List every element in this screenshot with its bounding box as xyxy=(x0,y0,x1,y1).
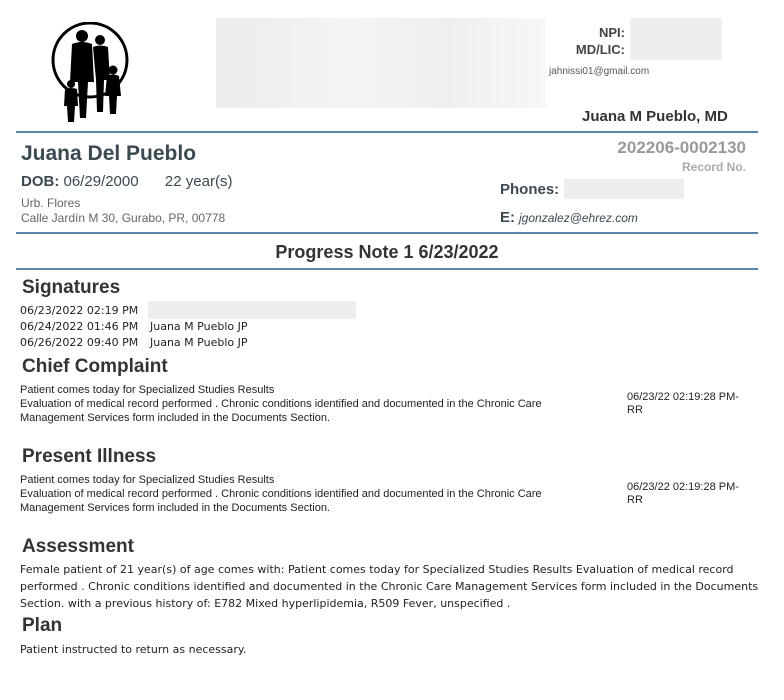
assessment-line: Female patient of 21 year(s) of age comes with: Patient comes today for Specialized Studies Results Evaluation of medical record xyxy=(20,563,734,576)
present-illness-text xyxy=(20,473,542,515)
chief-complaint-line: Evaluation of medical record performed . Chronic conditions identified and documented in the Chronic Care xyxy=(20,398,542,410)
family-logo xyxy=(48,22,132,126)
dob-value: 06/29/2000 xyxy=(63,173,139,190)
chief-complaint-line: Patient comes today for Specialized Studies Results xyxy=(20,384,275,396)
patient-divider xyxy=(16,232,758,234)
family-logo-icon xyxy=(48,22,132,126)
mdlic-label: MD/LIC: xyxy=(575,42,625,57)
present-illness-line: Patient comes today for Specialized Studies Results xyxy=(20,474,275,486)
note-title: Progress Note 1 6/23/2022 xyxy=(275,242,499,262)
patient-dob xyxy=(21,173,232,190)
plan-title: Plan xyxy=(22,615,63,636)
assessment-title: Assessment xyxy=(22,536,134,557)
signature-row xyxy=(20,320,247,333)
chief-complaint-title: Chief Complaint xyxy=(22,356,168,377)
doctor-name: Juana M Pueblo, MD xyxy=(582,108,728,125)
present-illness-stamp xyxy=(627,481,757,507)
signature-date: 06/23/2022 02:19 PM xyxy=(20,304,139,317)
npi-label: NPI: xyxy=(599,25,625,40)
record-number-label: Record No. xyxy=(681,160,746,174)
present-illness-title: Present Illness xyxy=(22,446,157,467)
plan-text: Patient instructed to return as necessary. xyxy=(20,643,247,656)
stamp-line: 06/23/22 02:19:28 PM- xyxy=(627,391,739,403)
dob-label: DOB: xyxy=(21,173,60,190)
patient-age: 22 year(s) xyxy=(164,173,233,190)
clinic-info-redacted xyxy=(216,18,546,108)
stamp-line: RR xyxy=(627,494,643,506)
address-line-1: Urb. Flores xyxy=(21,196,81,210)
assessment-line: Section. with a previous history of: E782 Mixed hyperlipidemia, R509 Fever, unspecified . xyxy=(20,597,511,610)
clinic-email: jahnissi01@gmail.com xyxy=(549,66,650,77)
signatures-title: Signatures xyxy=(22,277,121,298)
header-divider xyxy=(16,131,758,133)
stamp-line: RR xyxy=(627,404,643,416)
chief-complaint-text xyxy=(20,383,542,425)
assessment-text xyxy=(20,561,758,612)
signature-name-redacted xyxy=(148,301,356,319)
email-label: E: xyxy=(500,209,515,226)
signature-name: Juana M Pueblo JP xyxy=(150,320,248,333)
address-line-2: Calle Jardín M 30, Gurabo, PR, 00778 xyxy=(21,211,226,225)
signature-name: Juana M Pueblo JP xyxy=(150,336,248,349)
patient-name: Juana Del Pueblo xyxy=(21,142,197,165)
chief-complaint-stamp xyxy=(627,391,757,417)
phones-redacted xyxy=(564,179,684,199)
chief-complaint-line: Management Services form included in the Documents Section. xyxy=(20,412,330,424)
signature-row xyxy=(20,336,247,349)
signature-date: 06/26/2022 09:40 PM xyxy=(20,336,139,349)
signature-date: 06/24/2022 01:46 PM xyxy=(20,320,139,333)
title-divider xyxy=(16,268,758,270)
npi-redacted xyxy=(630,18,722,60)
signature-row xyxy=(20,304,150,317)
assessment-line: performed . Chronic conditions identified and documented in the Chronic Care Management Services form included in the Documents xyxy=(20,580,759,593)
record-number: 202206-0002130 xyxy=(617,138,746,157)
stamp-line: 06/23/22 02:19:28 PM- xyxy=(627,481,739,493)
patient-email[interactable]: jgonzalez@ehrez.com xyxy=(519,211,638,225)
present-illness-line: Management Services form included in the Documents Section. xyxy=(20,502,330,514)
present-illness-line: Evaluation of medical record performed . Chronic conditions identified and documented in the Chronic Care xyxy=(20,488,542,500)
phones-label: Phones: xyxy=(500,181,560,198)
